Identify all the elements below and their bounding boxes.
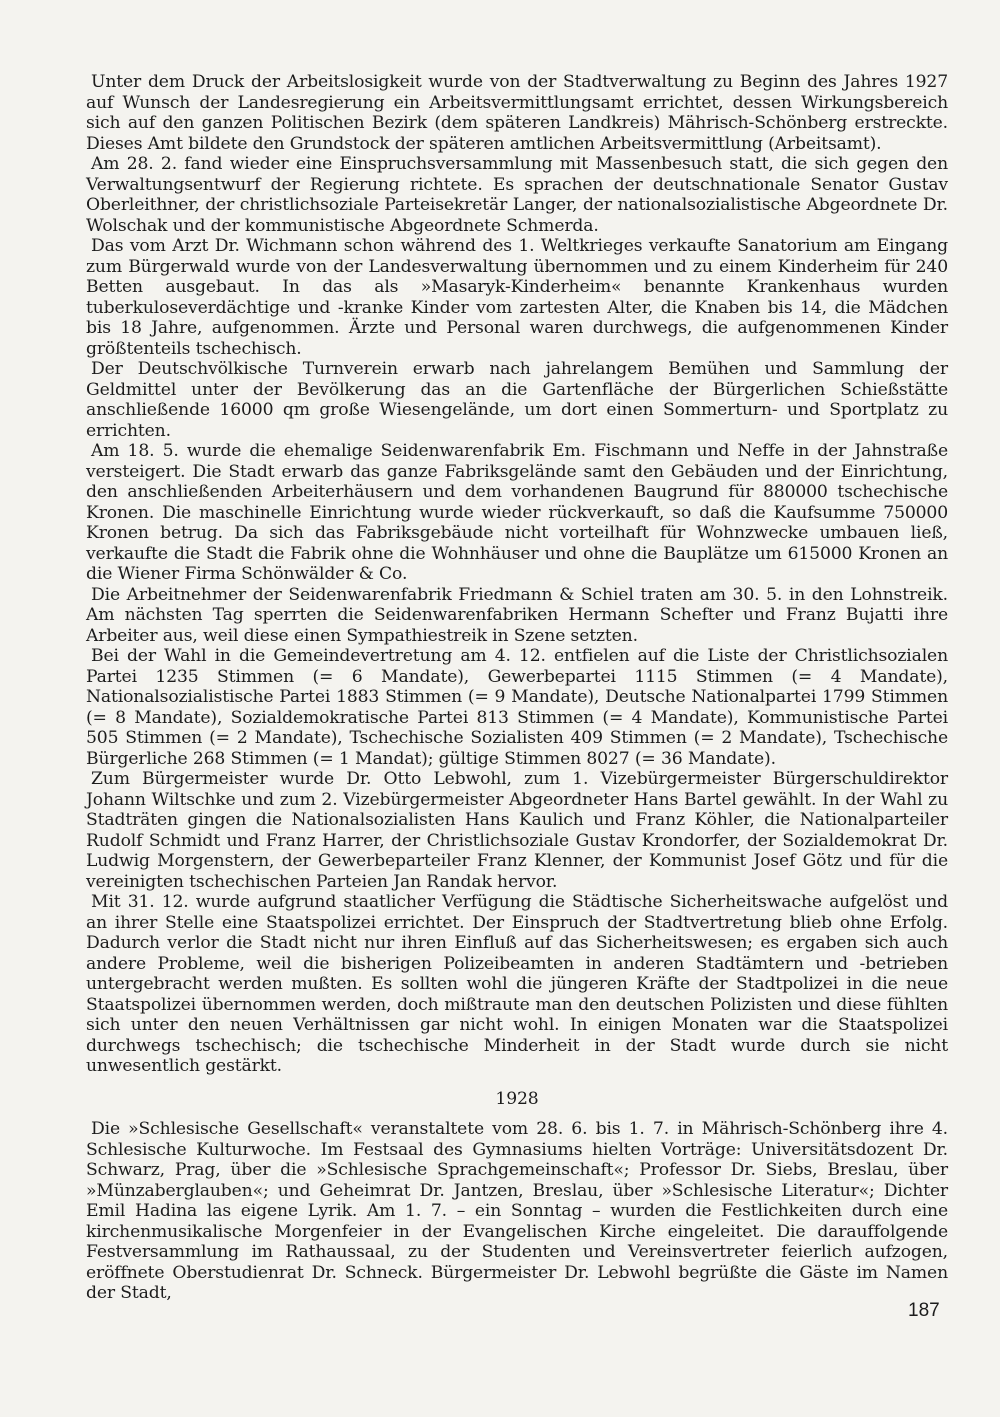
paragraph: Die »Schlesische Gesellschaft« veranstaltete vom 28. 6. bis 1. 7. in Mährisch-Schönberg ihre 4. Schlesische Kulturwoche. Im Festsaal des Gymnasiums hielten Vorträge: Universitätsdozent Dr. Schwarz, Prag, über die »Schlesische Sprachgemeinschaft«; Professor Dr. Siebs, Breslau, über »Münzaberglauben«; und Geheimrat Dr. Jantzen, Breslau, über »Schlesische Literatur«; Dichter Emil Hadina las eigene Lyrik. Am 1. 7. – ein Sonntag – wurden die Festlichkeiten durch eine kirchenmusikalische Morgenfeier in der Evangelischen Kirche eingeleitet. Die darauffolgende Festversammlung im Rathaussaal, zu der Studenten und Vereinsvertreter feierlich aufzogen, eröffnete Oberstudienrat Dr. Schneck. Bürgermeister Dr. Lebwohl begrüßte die Gäste im Namen der Stadt,: [86, 1119, 948, 1303]
paragraph: Am 18. 5. wurde die ehemalige Seidenwarenfabrik Em. Fischmann und Neffe in der Jahnstraße versteigert. Die Stadt erwarb das ganze Fabriksgelände samt den Gebäuden und der Einrichtung, den anschließenden Arbeiterhäusern und dem vorhandenen Baugrund für 880000 tschechische Kronen. Die maschinelle Einrichtung wurde wieder rückverkauft, so daß die Kaufsumme 750000 Kronen betrug. Da sich das Fabriksgebäude nicht vorteilhaft für Wohnzwecke umbauen ließ, verkaufte die Stadt die Fabrik ohne die Wohnhäuser und ohne die Bauplätze um 615000 Kronen an die Wiener Firma Schönwälder & Co.: [86, 441, 948, 584]
paragraph: Am 28. 2. fand wieder eine Einspruchsversammlung mit Massenbesuch statt, die sich gegen den Verwaltungsentwurf der Regierung richtete. Es sprachen der deutschnationale Senator Gustav Oberleithner, der christlichsoziale Parteisekretär Langer, der nationalsozialistische Abgeordnete Dr. Wolschak und der kommunistische Abgeordnete Schmerda.: [86, 154, 948, 236]
section-1927: [86, 72, 948, 1077]
paragraph: Das vom Arzt Dr. Wichmann schon während des 1. Weltkrieges verkaufte Sanatorium am Eingang zum Bürgerwald wurde von der Landesverwaltung übernommen und zu einem Kinderheim für 240 Betten ausgebaut. In das als »Masaryk-Kinderheim« benannte Krankenhaus wurden tuberkuloseverdächtige und -kranke Kinder vom zartesten Alter, die Knaben bis 14, die Mädchen bis 18 Jahre, aufgenommen. Ärzte und Personal waren durchwegs, die aufgenommenen Kinder größtenteils tschechisch.: [86, 236, 948, 359]
paragraph: Der Deutschvölkische Turnverein erwarb nach jahrelangem Bemühen und Sammlung der Geldmittel unter der Bevölkerung das an die Gartenfläche der Bürgerlichen Schießstätte anschließende 16000 qm große Wiesengelände, um dort einen Sommerturn- und Sportplatz zu errichten.: [86, 359, 948, 441]
paragraph: Bei der Wahl in die Gemeindevertretung am 4. 12. entfielen auf die Liste der Christlichsozialen Partei 1235 Stimmen (= 6 Mandate), Gewerbepartei 1115 Stimmen (= 4 Mandate), Nationalsozialistische Partei 1883 Stimmen (= 9 Mandate), Deutsche Nationalpartei 1799 Stimmen (= 8 Mandate), Sozialdemokratische Partei 813 Stimmen (= 4 Mandate), Kommunistische Partei 505 Stimmen (= 2 Mandate), Tschechische Sozialisten 409 Stimmen (= 2 Mandate), Tschechische Bürgerliche 268 Stimmen (= 1 Mandat); gültige Stimmen 8027 (= 36 Mandate).: [86, 646, 948, 769]
section-1928: [86, 1119, 948, 1304]
page-body: [86, 72, 948, 1304]
paragraph: Zum Bürgermeister wurde Dr. Otto Lebwohl, zum 1. Vizebürgermeister Bürgerschuldirektor Johann Wiltschke und zum 2. Vizebürgermeister Abgeordneter Hans Bartel gewählt. In der Wahl zu Stadträten gingen die Nationalsozialisten Hans Kaulich und Franz Köhler, die Nationalparteiler Rudolf Schmidt und Franz Harrer, der Christlichsoziale Gustav Krondorfer, der Sozialdemokrat Dr. Ludwig Morgenstern, der Gewerbeparteiler Franz Klenner, der Kommunist Josef Götz und für die vereinigten tschechischen Parteien Jan Randak hervor.: [86, 769, 948, 892]
paragraph: Mit 31. 12. wurde aufgrund staatlicher Verfügung die Städtische Sicherheitswache aufgelöst und an ihrer Stelle eine Staatspolizei errichtet. Der Einspruch der Stadtvertretung blieb ohne Erfolg. Dadurch verlor die Stadt nicht nur ihren Einfluß auf das Sicherheitswesen; es ergaben sich auch andere Probleme, weil die bisherigen Polizeibeamten in anderen Stadtämtern und -betrieben untergebracht werden mußten. Es sollten wohl die jüngeren Kräfte der Stadtpolizei in die neue Staatspolizei übernommen werden, doch mißtraute man den deutschen Polizisten und diese fühlten sich unter den neuen Verhältnissen gar nicht wohl. In einigen Monaten war die Staatspolizei durchwegs tschechisch; die tschechische Minderheit in der Stadt wurde durch sie nicht unwesentlich gestärkt.: [86, 892, 948, 1076]
paragraph: Unter dem Druck der Arbeitslosigkeit wurde von der Stadtverwaltung zu Beginn des Jahres 1927 auf Wunsch der Landesregierung ein Arbeitsvermittlungsamt errichtet, dessen Wirkungsbereich sich auf den ganzen Politischen Bezirk (dem späteren Landkreis) Mährisch-Schönberg erstreckte. Dieses Amt bildete den Grundstock der späteren amtlichen Arbeitsvermittlung (Arbeitsamt).: [86, 72, 948, 154]
year-heading: 1928: [495, 1088, 539, 1109]
page-number: 187: [908, 1300, 940, 1321]
paragraph: Die Arbeitnehmer der Seidenwarenfabrik Friedmann & Schiel traten am 30. 5. in den Lohnstreik. Am nächsten Tag sperrten die Seidenwarenfabriken Hermann Schefter und Franz Bujatti ihre Arbeiter aus, weil diese einen Sympathiestreik in Szene setzten.: [86, 584, 948, 646]
